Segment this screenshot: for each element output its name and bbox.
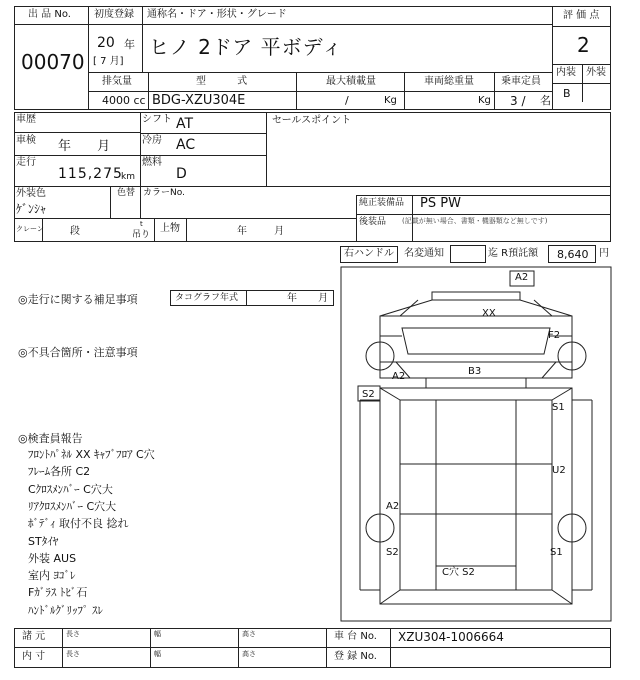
lot-no-label: 出 品 No. xyxy=(28,9,71,20)
max-load-label: 最大積載量 xyxy=(326,76,376,87)
inspection-value: 年 月 xyxy=(58,139,111,154)
mark-b3: B3 xyxy=(468,366,482,377)
genuine-equipment-value: PS PW xyxy=(420,196,461,211)
fuel-label: 燃料 xyxy=(142,157,162,168)
aftermarket-note: (記載が無い場合、書類・機器類など無しです) xyxy=(402,217,548,225)
gross-weight-label: 車両総重量 xyxy=(424,76,474,87)
mark-xx: XX xyxy=(482,308,496,319)
chassis-no: XZU304-1006664 xyxy=(398,630,504,644)
interior-length-label: 長さ xyxy=(66,650,80,658)
aftermarket-label: 後装品 xyxy=(359,217,387,227)
report-line: STﾀｲﾔ xyxy=(28,534,59,548)
history-label: 車歴 xyxy=(16,114,36,125)
driving-notes-label: ◎走行に関する補足事項 xyxy=(18,293,138,306)
aircon-label: 冷房 xyxy=(142,135,162,146)
crane-label: クレーン xyxy=(16,225,44,233)
diagram-frame xyxy=(341,267,611,621)
top-body-value: 年 月 xyxy=(237,226,285,237)
displacement-label: 排気量 xyxy=(102,76,132,87)
gross-weight-unit: Kg xyxy=(478,95,491,106)
first-reg-year: 20 xyxy=(97,35,115,51)
max-load-value: / xyxy=(345,94,349,107)
report-line: ﾘｱｸﾛｽﾒﾝﾊﾞｰ C穴大 xyxy=(28,499,117,513)
vehicle-name-label: 通称名・ドア・形状・グレード xyxy=(147,9,287,20)
max-load-unit: Kg xyxy=(384,95,397,106)
displacement-value: 4000 cc xyxy=(102,94,146,107)
dims-height-label: 高さ xyxy=(242,630,256,638)
exterior-color-label: 外装色 xyxy=(16,188,46,199)
crane-hook: 吊り xyxy=(132,230,151,240)
color-code-label: カラーNo. xyxy=(143,188,185,198)
interior-height-label: 高さ xyxy=(242,650,256,658)
vehicle-damage-diagram xyxy=(340,266,612,622)
mark-s2-lower: S2 xyxy=(386,547,399,558)
mark-a2-top: A2 xyxy=(515,272,529,283)
shift-label: シフト xyxy=(142,114,172,125)
report-line: ﾎﾞﾃﾞｨ 取付不良 捻れ xyxy=(28,517,129,531)
report-line: Cｸﾛｽﾒﾝﾊﾞｰ C穴大 xyxy=(28,482,113,496)
overall-grade: 2 xyxy=(577,33,590,57)
mark-s1-upper: S1 xyxy=(552,402,565,413)
lot-no: 00070 xyxy=(21,50,85,74)
year-unit: 年 xyxy=(124,38,135,51)
mark-f2: F2 xyxy=(548,330,561,341)
exterior-grade-label: 外装 xyxy=(586,67,606,78)
interior-width-label: 幅 xyxy=(154,650,161,658)
crane-ton: t xyxy=(140,220,143,228)
inspection-label: 車検 xyxy=(16,135,36,146)
report-line: 外装 AUS xyxy=(28,551,77,565)
sales-points-label: セールスポイント xyxy=(272,115,352,126)
interior-grade: B xyxy=(563,87,571,100)
dims-length-label: 長さ xyxy=(66,630,80,638)
model-value: BDG-XZU304E xyxy=(152,93,246,108)
report-line: Fｶﾞﾗｽ ﾄﾋﾞ石 xyxy=(28,586,88,600)
rhd-label: 右ハンドル xyxy=(344,248,394,259)
footer-frame xyxy=(14,628,611,668)
defects-label: ◎不具合箇所・注意事項 xyxy=(18,346,138,359)
first-reg-label: 初度登録 xyxy=(94,9,134,20)
deposit-label: 迄 R預託額 xyxy=(488,248,539,259)
mark-a2-left: A2 xyxy=(392,371,406,382)
dims-label: 諸 元 xyxy=(22,631,46,642)
mark-u2: U2 xyxy=(552,465,566,476)
mark-s1-lower: S1 xyxy=(550,547,563,558)
genuine-equipment-label: 純正装備品 xyxy=(359,198,405,208)
color-change-label: 色替 xyxy=(117,188,136,198)
name-change-label: 名変通知 xyxy=(404,248,444,259)
crane-stage: 段 xyxy=(70,226,80,237)
tachograph-value: 年 月 xyxy=(287,293,329,304)
capacity-value: 3 / xyxy=(510,94,526,108)
mark-c-s2: C穴 S2 xyxy=(442,567,475,578)
aircon-value: AC xyxy=(176,137,196,153)
top-body-label: 上物 xyxy=(160,223,180,234)
deposit-value: 8,640 xyxy=(557,248,589,261)
grade-label: 評 価 点 xyxy=(563,10,600,21)
report-line: ﾌﾛﾝﾄﾊﾟﾈﾙ XX ｷｬﾌﾞﾌﾛｱ C穴 xyxy=(28,448,155,461)
yen-unit: 円 xyxy=(599,248,609,259)
mark-a2-lower: A2 xyxy=(386,501,400,512)
report-line: ﾌﾚｰﾑ各所 C2 xyxy=(28,465,91,479)
tachograph-label: タコグラフ年式 xyxy=(175,293,239,303)
capacity-unit: 名 xyxy=(540,94,551,107)
interior-grade-label: 内装 xyxy=(556,67,576,78)
report-line: 室内 ﾖｺﾞﾚ xyxy=(28,569,76,583)
chassis-no-label: 車 台 No. xyxy=(334,631,377,642)
shift-value: AT xyxy=(176,116,194,132)
registration-no-label: 登 録 No. xyxy=(334,651,377,662)
capacity-label: 乗車定員 xyxy=(501,76,541,87)
vehicle-name: ヒノ 2ドア 平ボディ xyxy=(149,35,344,59)
exterior-color-value: ｹﾞﾝｼｬ xyxy=(16,202,47,216)
interior-dims-label: 内 寸 xyxy=(22,651,46,662)
inspector-report-label: ◎検査員報告 xyxy=(18,432,83,445)
mark-s2-box: S2 xyxy=(362,389,375,400)
mileage-label: 走行 xyxy=(16,157,36,168)
mileage-value: 115,275 xyxy=(58,166,123,182)
dims-width-label: 幅 xyxy=(154,630,161,638)
report-line: ﾊﾝﾄﾞﾙｸﾞﾘｯﾌﾟ ｽﾚ xyxy=(28,603,103,617)
fuel-value: D xyxy=(176,166,187,182)
model-label: 型 式 xyxy=(196,76,262,87)
mileage-unit: km xyxy=(121,172,135,182)
first-reg-month: [ 7 月] xyxy=(93,56,124,67)
name-change-box xyxy=(450,245,486,263)
